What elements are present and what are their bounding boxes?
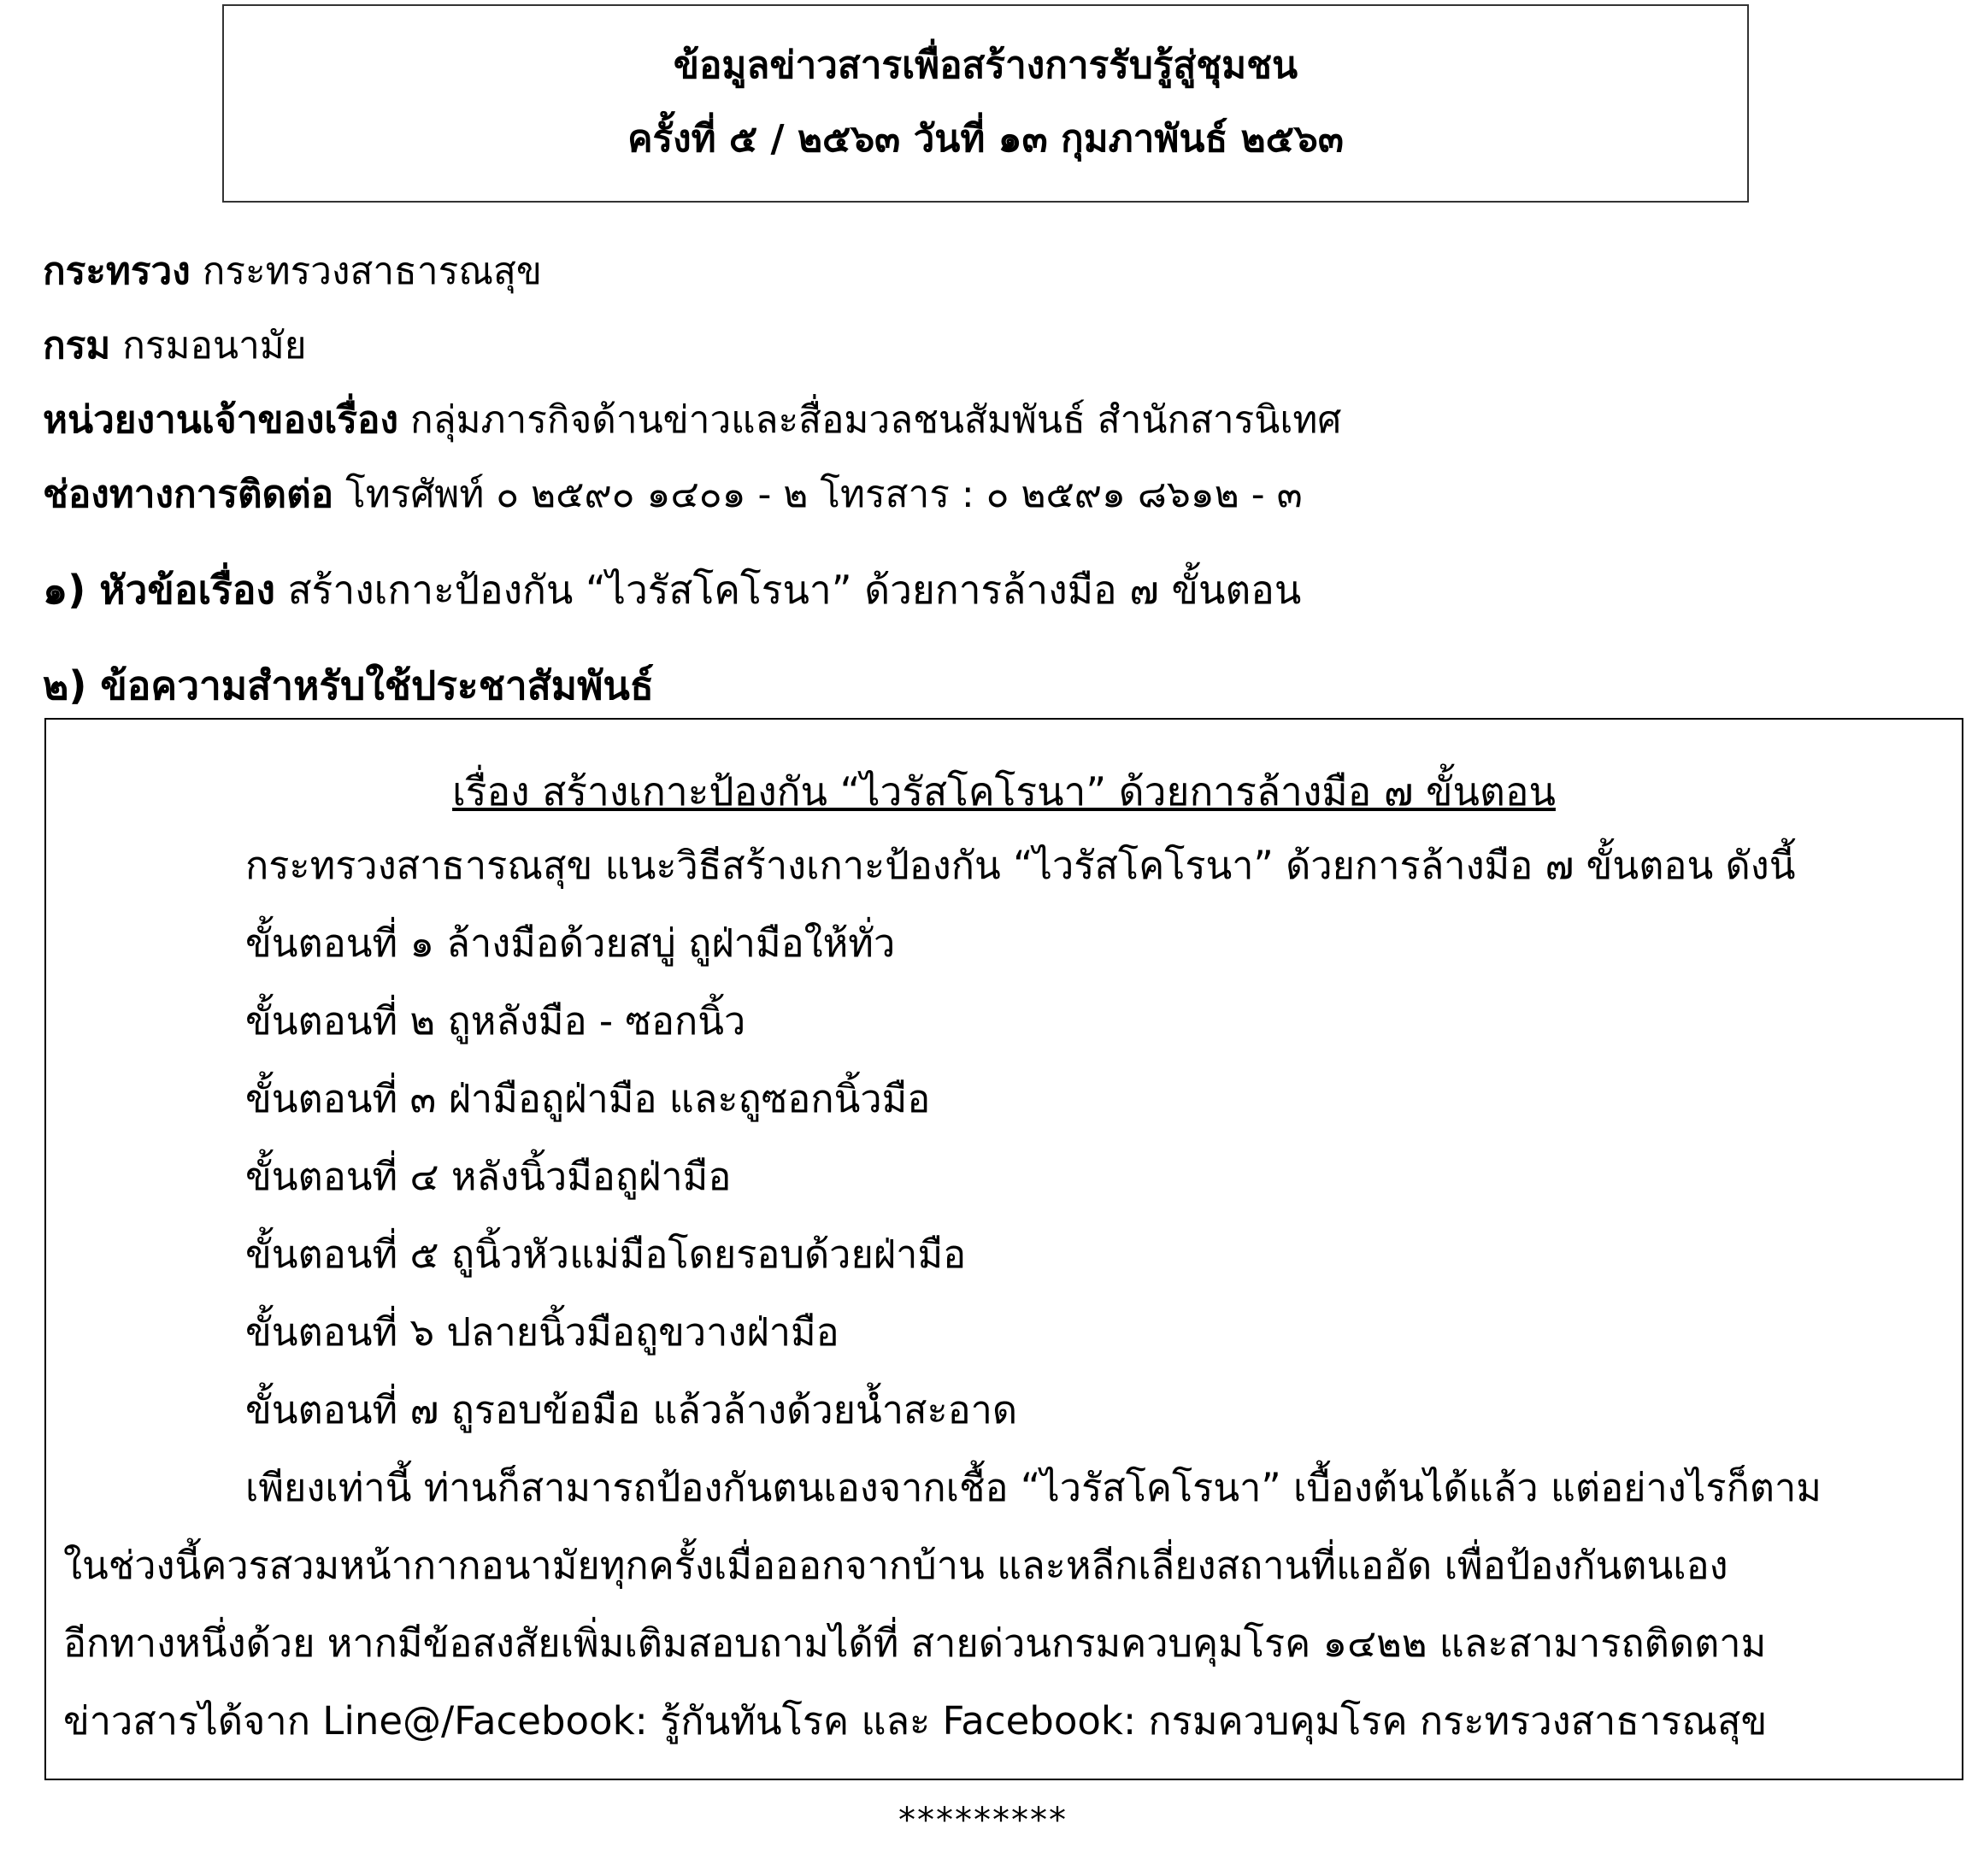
step-5: ขั้นตอนที่ ๕ ถูนิ้วหัวแม่มือโดยรอบด้วยฝ่ามือ (245, 1232, 967, 1277)
message-intro: กระทรวงสาธารณสุข แนะวิธีสร้างเกาะป้องกัน “ไวรัสโคโรนา” ด้วยการล้างมือ ๗ ขั้นตอน ดังนี้ (245, 843, 1796, 888)
department-line (43, 321, 307, 372)
department-value: กรมอนามัย (122, 324, 307, 368)
ministry-line (43, 246, 542, 297)
section1-label: ๑) หัวข้อเรื่อง (43, 567, 275, 613)
document-title: ข้อมูลข่าวสารเพื่อสร้างการรับรู้สู่ชุมชน (673, 44, 1298, 87)
owner-label: หน่วยงานเจ้าของเรื่อง (43, 398, 398, 442)
header-box (222, 4, 1749, 203)
ministry-label: กระทรวง (43, 250, 191, 293)
contact-label: ช่องทางการติดต่อ (43, 473, 334, 516)
step-6: ขั้นตอนที่ ๖ ปลายนิ้วมือถูขวางฝ่ามือ (245, 1309, 839, 1355)
contact-line (43, 469, 1303, 520)
message-title: เรื่อง สร้างเกาะป้องกัน “ไวรัสโคโรนา” ด้วยการล้างมือ ๗ ขั้นตอน (452, 768, 1556, 815)
step-2: ขั้นตอนที่ ๒ ถูหลังมือ - ซอกนิ้ว (245, 998, 746, 1044)
step-4: ขั้นตอนที่ ๔ หลังนิ้วมือถูฝ่ามือ (245, 1154, 732, 1199)
end-marker: ********* (898, 1801, 1068, 1840)
section2-label: ๒) ข้อความสำหรับใช้ประชาสัมพันธ์ (43, 662, 654, 709)
closing-line-3: อีกทางหนึ่งด้วย หากมีข้อสงสัยเพิ่มเติมสอบถามได้ที่ สายด่วนกรมควบคุมโรค ๑๔๒๒ และสามารถติดตาม (63, 1620, 1767, 1666)
step-1: ขั้นตอนที่ ๑ ล้างมือด้วยสบู่ ถูฝ่ามือให้ทั่ว (245, 920, 896, 966)
contact-value: โทรศัพท์ ๐ ๒๕๙๐ ๑๔๐๑ - ๒ โทรสาร : ๐ ๒๕๙๑ ๘๖๑๒ - ๓ (345, 473, 1303, 516)
step-3: ขั้นตอนที่ ๓ ฝ่ามือถูฝ่ามือ และถูซอกนิ้วมือ (245, 1076, 931, 1121)
closing-line-1: เพียงเท่านี้ ท่านก็สามารถป้องกันตนเองจากเชื้อ “ไวรัสโคโรนา” เบื้องต้นได้แล้ว แต่อย่างไรก็ตาม (245, 1465, 1822, 1510)
department-label: กรม (43, 324, 111, 368)
closing-line-4: ข่าวสารได้จาก Line@/Facebook: รู้กันทันโรค และ Facebook: กรมควบคุมโรค กระทรวงสาธารณสุข (63, 1698, 1768, 1744)
message-box (44, 718, 1963, 1780)
owner-line (43, 395, 1341, 446)
ministry-value: กระทรวงสาธารณสุข (202, 250, 542, 293)
section1-value: สร้างเกาะป้องกัน “ไวรัสโคโรนา” ด้วยการล้างมือ ๗ ขั้นตอน (287, 567, 1302, 613)
section1-line (43, 564, 1301, 615)
section2-line (43, 660, 654, 711)
closing-line-2: ในช่วงนี้ควรสวมหน้ากากอนามัยทุกครั้งเมื่อออกจากบ้าน และหลีกเลี่ยงสถานที่แออัด เพื่อป้องกันตนเอง (63, 1543, 1728, 1588)
step-7: ขั้นตอนที่ ๗ ถูรอบข้อมือ แล้วล้างด้วยน้ำสะอาด (245, 1387, 1018, 1432)
owner-value: กลุ่มภารกิจด้านข่าวและสื่อมวลชนสัมพันธ์ สำนักสารนิเทศ (409, 398, 1342, 442)
issue-line: ครั้งที่ ๕ / ๒๕๖๓ วันที่ ๑๓ กุมภาพันธ์ ๒๕๖๓ (627, 117, 1344, 161)
